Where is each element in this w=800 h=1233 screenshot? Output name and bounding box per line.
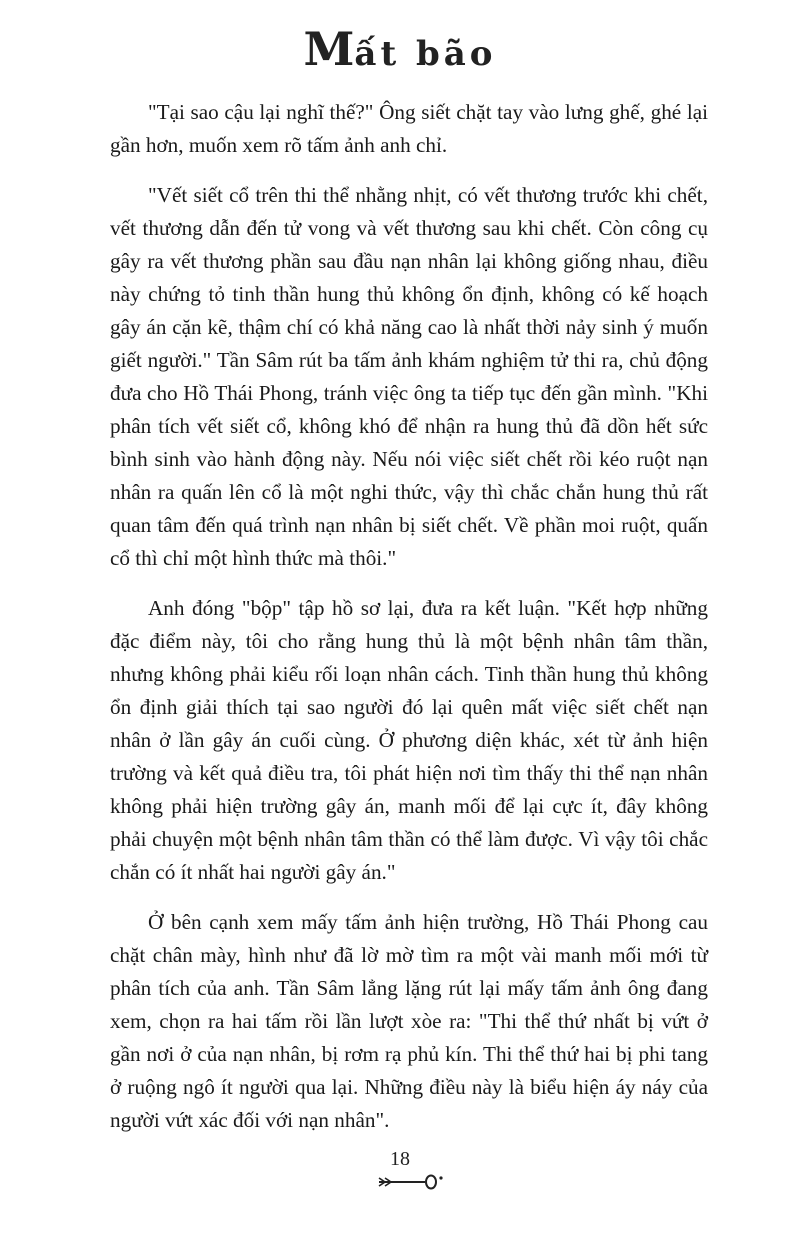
body-text: [110, 96, 708, 1154]
page-title: [0, 22, 800, 76]
title-initial: M: [303, 22, 355, 76]
page-number: 18: [390, 1148, 410, 1170]
paragraph-1: "Tại sao cậu lại nghĩ thế?" Ông siết chặt tay vào lưng ghế, ghé lại gần hơn, muốn xem rõ tấm ảnh anh chỉ.: [110, 100, 708, 157]
paragraph-4: Ở bên cạnh xem mấy tấm ảnh hiện trường, Hồ Thái Phong cau chặt chân mày, hình như đã lờ mờ tìm ra một vài manh mối mới từ phân tích của anh. Tần Sâm lẳng lặng rút lại mấy tấm ảnh ông đang xem, chọn ra hai tấm rồi lần lượt xòe ra: "Thi thể thứ nhất bị vứt ở gần nơi ở của nạn nhân, bị rơm rạ phủ kín. Thi thể thứ hai bị phi tang ở ruộng ngô ít người qua lại. Những điều này là biểu hiện áy náy của người vứt xác đối với nạn nhân".: [110, 910, 708, 1132]
key-ornament-icon: [375, 1172, 445, 1192]
paragraph-3: Anh đóng "bộp" tập hồ sơ lại, đưa ra kết luận. "Kết hợp những đặc điểm này, tôi cho rằng hung thủ là một bệnh nhân tâm thần, nhưng không phải kiểu rối loạn nhân cách. Tinh thần hung thủ không ổn định giải thích tại sao người đó lại quên mất việc siết chết nạn nhân ở lần gây án cuối cùng. Ở phương diện khác, xét từ ảnh hiện trường và kết quả điều tra, tôi phát hiện nơi tìm thấy thi thể nạn nhân không phải hiện trường gây án, manh mối để lại cực ít, đây không phải chuyện một bệnh nhân tâm thần có thể làm được. Vì vậy tôi chắc chắn có ít nhất hai người gây án.": [110, 596, 708, 884]
paragraph-2: "Vết siết cổ trên thi thể nhằng nhịt, có vết thương trước khi chết, vết thương dẫn đến tử vong và vết thương sau khi chết. Còn công cụ gây ra vết thương phần sau đầu nạn nhân lại không giống nhau, điều này chứng tỏ tinh thần hung thủ không ổn định, không có kế hoạch gây án cặn kẽ, thậm chí có khả năng cao là nhất thời nảy sinh ý muốn giết người." Tần Sâm rút ba tấm ảnh khám nghiệm tử thi ra, chủ động đưa cho Hồ Thái Phong, tránh việc ông ta tiếp tục đến gần mình. "Khi phân tích vết siết cổ, không khó để nhận ra hung thủ đã dồn hết sức bình sinh vào hành động này. Nếu nói việc siết chết rồi kéo ruột nạn nhân ra quấn lên cổ là một nghi thức, vậy thì chắc chắn hung thủ rất quan tâm đến quá trình nạn nhân bị siết chết. Về phần moi ruột, quấn cổ thì chỉ một hình thức mà thôi.": [110, 183, 708, 570]
title-rest: ất bão: [354, 34, 497, 74]
